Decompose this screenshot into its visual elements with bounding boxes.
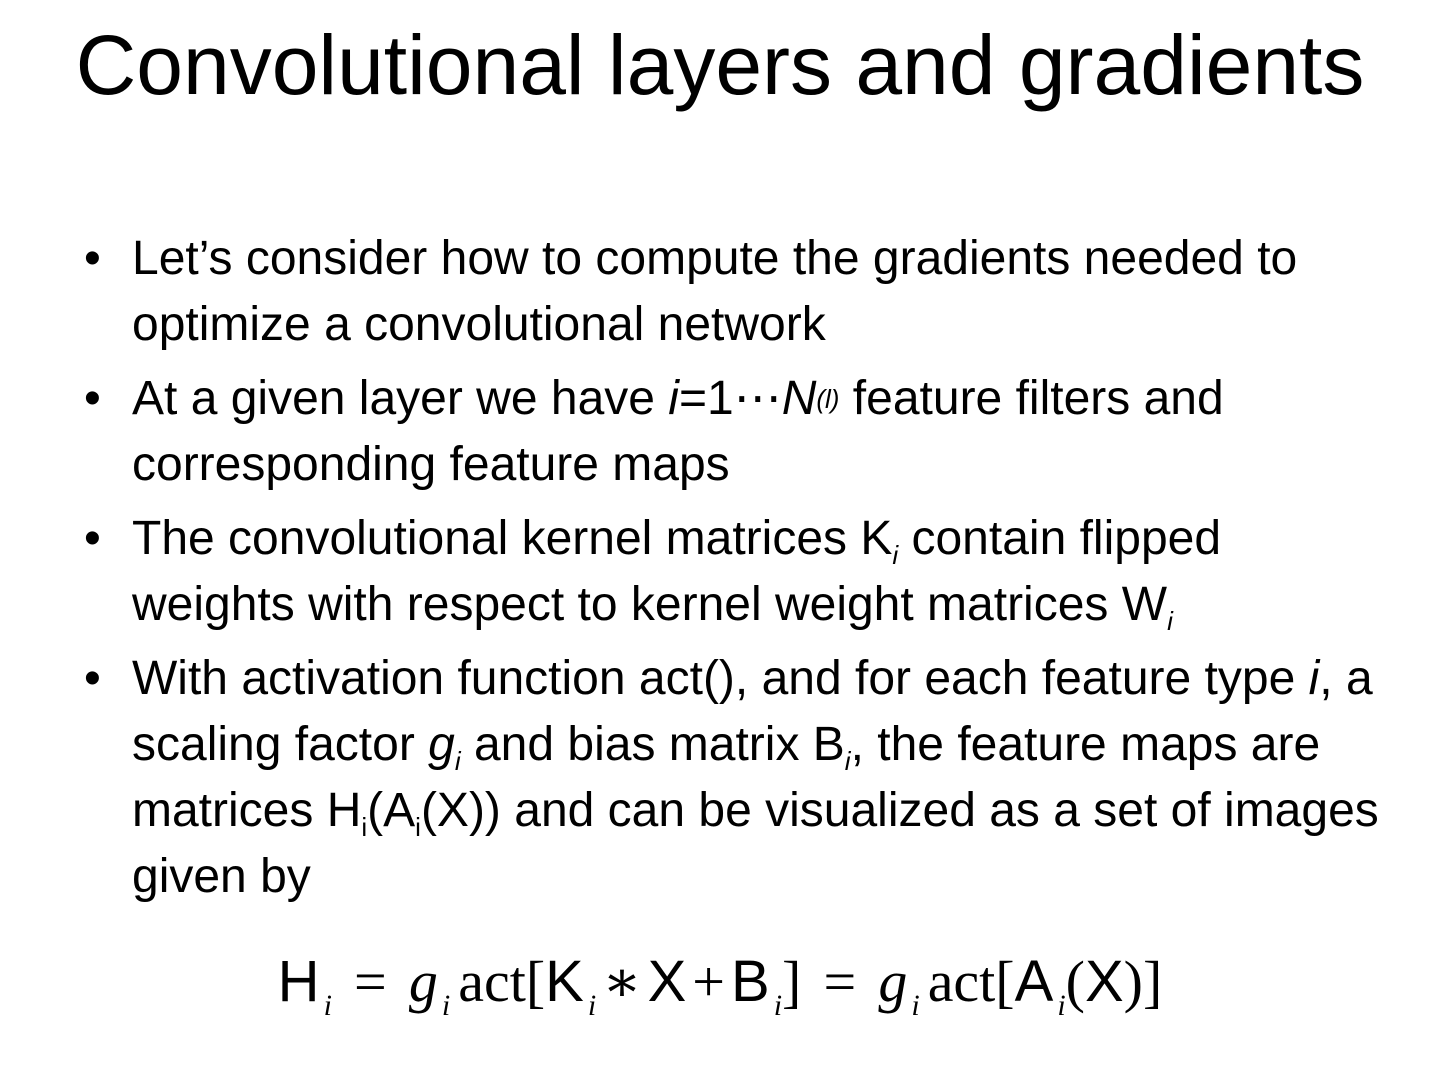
eq-bracket-close: ] — [782, 949, 802, 1014]
eq-equals: = — [823, 949, 857, 1014]
eq-subscript-i: i — [441, 989, 451, 1022]
eq-bracket-close: ] — [1143, 949, 1163, 1014]
eq-convolution-star: ∗ — [602, 949, 642, 1014]
math-matrix-a: A — [383, 784, 416, 837]
eq-subscript-i: i — [323, 989, 332, 1022]
feature-map-equation — [0, 944, 1440, 1020]
eq-paren-close: ) — [1123, 949, 1143, 1014]
math-subscript-i: i — [1167, 606, 1173, 636]
bullet-text: and bias matrix — [460, 718, 813, 771]
math-subscript-i: i — [892, 540, 899, 570]
eq-equals: = — [354, 949, 387, 1014]
math-matrix-k: K — [860, 512, 893, 565]
math-variable-i: i — [668, 372, 679, 425]
math-matrix-h: H — [326, 784, 362, 837]
bullet-text: At a given layer we have — [132, 372, 669, 425]
math-paren: ( — [367, 784, 384, 837]
math-variable-i: i — [1308, 652, 1320, 705]
eq-matrix-b: B — [731, 949, 770, 1014]
bullet-text: The convolutional kernel matrices — [132, 512, 861, 565]
eq-matrix-x: X — [1084, 949, 1124, 1014]
eq-variable-g: g — [878, 949, 908, 1014]
bullet-item-3 — [84, 506, 1384, 638]
bullet-text: , a scaling factor — [132, 652, 1373, 771]
eq-subscript-i: i — [911, 989, 920, 1022]
eq-paren-open: ( — [1065, 949, 1085, 1014]
eq-variable-g: g — [408, 949, 438, 1014]
bullet-list — [84, 226, 1384, 918]
bullet-item-2 — [84, 366, 1384, 498]
math-paren: ( — [420, 784, 437, 837]
eq-subscript-i: i — [587, 989, 597, 1022]
math-subscript-i: i — [454, 746, 461, 776]
eq-plus: + — [692, 949, 726, 1014]
bullet-dot: • — [84, 232, 101, 285]
bullet-text: With activation function act(), and for each feature type — [132, 652, 1309, 705]
eq-bracket-open: [ — [995, 949, 1015, 1014]
eq-act: act — [927, 949, 996, 1014]
math-variable-n: N — [781, 372, 817, 425]
bullet-text: , the feature maps are matrices — [132, 718, 1321, 837]
math-matrix-x: X — [436, 784, 469, 837]
math-matrix-w: W — [1121, 578, 1168, 631]
eq-bracket-open: [ — [525, 949, 546, 1014]
eq-matrix-a: A — [1014, 949, 1054, 1014]
bullet-text: )) and can be visualized as a set of images given by — [132, 784, 1379, 903]
eq-subscript-i: i — [1057, 989, 1066, 1022]
eq-subscript-i: i — [773, 989, 783, 1022]
math-variable-g: g — [428, 718, 455, 771]
math-range: =1⋯ — [678, 372, 782, 425]
eq-matrix-k: K — [545, 949, 584, 1014]
bullet-item-4 — [84, 646, 1384, 910]
bullet-text: contain flipped weights with respect to kernel weight matrices — [132, 512, 1222, 631]
math-superscript-l: (l) — [816, 384, 840, 414]
math-subscript-i: i — [844, 746, 851, 776]
slide-title: Convolutional layers and gradients — [75, 18, 1365, 112]
math-subscript-i: i — [415, 812, 421, 842]
eq-act: act — [458, 949, 526, 1014]
bullet-text: Let’s consider how to compute the gradients needed to optimize a convolutional network — [132, 232, 1298, 351]
bullet-dot: • — [84, 512, 101, 565]
bullet-dot: • — [84, 652, 101, 705]
math-matrix-b: B — [812, 718, 845, 771]
math-subscript-i: i — [361, 812, 368, 842]
bullet-item-1 — [84, 226, 1384, 358]
eq-matrix-x: X — [647, 949, 687, 1014]
bullet-dot: • — [84, 372, 101, 425]
bullet-text: feature filters and corresponding feature maps — [132, 372, 1224, 491]
eq-matrix-h: H — [277, 949, 320, 1014]
